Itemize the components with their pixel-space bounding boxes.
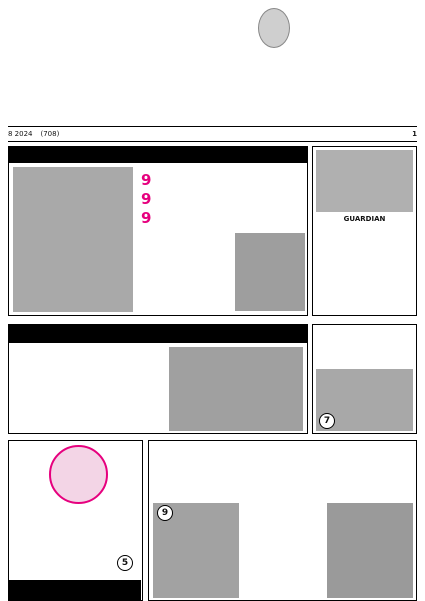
masthead-title-top — [8, 6, 248, 46]
headline-line: 9 — [141, 209, 152, 227]
masthead — [8, 6, 417, 124]
second-story[interactable] — [8, 324, 308, 434]
portrait-icon — [258, 8, 290, 48]
side-story-photo — [316, 150, 413, 212]
price: 1 — [412, 130, 417, 138]
second-story-kicker — [9, 325, 307, 343]
page-number-badge: 7 — [319, 413, 335, 429]
masthead-info — [292, 8, 417, 48]
third-story[interactable] — [148, 440, 417, 601]
page-number-badge: 5 — [117, 555, 133, 571]
newspaper-page — [8, 6, 417, 568]
masthead-side-text — [8, 50, 58, 122]
issue-date: 8 2024 — [8, 130, 33, 138]
second-story-photo — [169, 347, 303, 431]
lead-story-photo-secondary — [235, 233, 305, 311]
page-number-badge: 9 — [157, 505, 173, 521]
left-column-footer — [9, 580, 141, 600]
lead-story-headline — [141, 171, 301, 228]
side-story-guardian[interactable] — [312, 146, 417, 316]
side-story-portrait[interactable] — [312, 324, 417, 434]
third-story-photo-secondary — [327, 503, 413, 598]
masthead-title-main — [60, 50, 417, 122]
seal-icon — [49, 445, 108, 504]
headline-line: 9 — [141, 190, 152, 208]
side-story-tag: GUARDIAN — [343, 215, 386, 223]
lead-story-photo — [13, 167, 133, 312]
headline-line: 9 — [141, 171, 152, 189]
dateline — [8, 126, 417, 142]
lead-story[interactable] — [8, 146, 308, 316]
left-column-story[interactable] — [8, 440, 143, 601]
issue-number: (708) — [40, 130, 60, 138]
lead-story-kicker — [9, 147, 307, 163]
